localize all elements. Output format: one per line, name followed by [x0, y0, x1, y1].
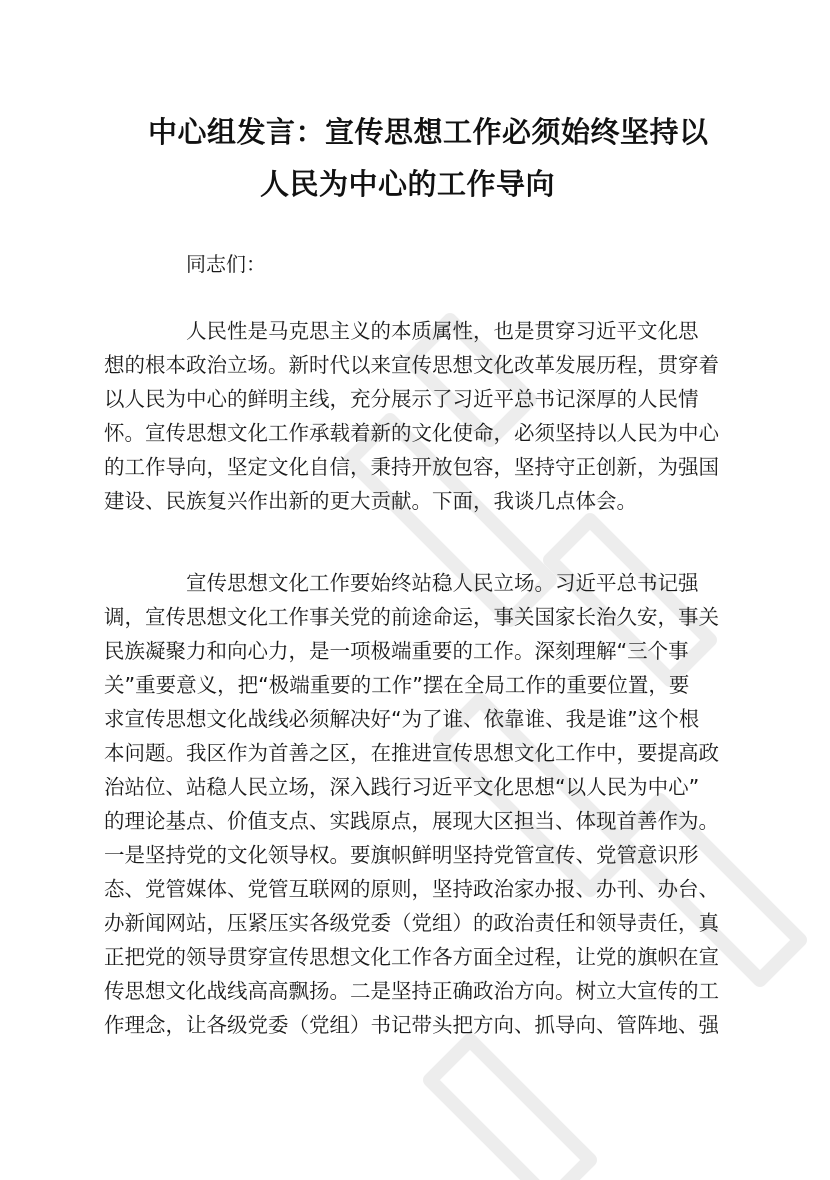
paragraph-line: 调，宣传思想文化工作事关党的前途命运，事关国家长治久安，事关 [104, 605, 719, 629]
paragraph-line: 想的根本政治立场。新时代以来宣传思想文化改革发展历程，贯穿着 [104, 353, 719, 377]
paragraph-line: 正把党的领导贯穿宣传思想文化工作各方面全过程，让党的旗帜在宣 [104, 945, 719, 969]
page-title-line-1: 中心组发言：宣传思想工作必须始终坚持以 [148, 115, 709, 149]
paragraph-line: 民族凝聚力和向心力，是一项极端重要的工作。深刻理解“三个事 [104, 639, 689, 663]
paragraph-line: 宣传思想文化工作要始终站稳人民立场。习近平总书记强 [186, 571, 699, 595]
paragraph-2 [104, 566, 744, 1042]
paragraph-line: 一是坚持党的文化领导权。要旗帜鲜明坚持党管宣传、党管意识形 [104, 843, 699, 867]
paragraph-line: 以人民为中心的鲜明主线，充分展示了习近平总书记深厚的人民情 [104, 387, 699, 411]
paragraph-line: 求宣传思想文化战线必须解决好“为了谁、依靠谁、我是谁”这个根 [104, 707, 700, 731]
paragraph-line: 的理论基点、价值支点、实践原点，展现大区担当、体现首善作为。 [104, 809, 719, 833]
paragraph-line: 人民性是马克思主义的本质属性，也是贯穿习近平文化思 [186, 319, 699, 343]
paragraph-line: 传思想文化战线高高飘扬。二是坚持正确政治方向。树立大宣传的工 [104, 979, 719, 1003]
paragraph-line: 本问题。我区作为首善之区，在推进宣传思想文化工作中，要提高政 [104, 741, 719, 765]
paragraph-line: 建设、民族复兴作出新的更大贡献。下面，我谈几点体会。 [104, 489, 637, 513]
paragraph-line: 治站位、站稳人民立场，深入践行习近平文化思想“以人民为中心” [104, 775, 700, 799]
paragraph-line: 作理念，让各级党委（党组）书记带头把方向、抓导向、管阵地、强 [104, 1013, 719, 1037]
page-title-line-2: 人民为中心的工作导向 [260, 167, 556, 201]
paragraph-line: 怀。宣传思想文化工作承载着新的文化使命，必须坚持以人民为中心 [104, 421, 719, 445]
paragraph-line: 办新闻网站，压紧压实各级党委（党组）的政治责任和领导责任，真 [104, 911, 719, 935]
paragraph-line: 关”重要意义，把“极端重要的工作”摆在全局工作的重要位置，要 [104, 673, 690, 697]
paragraph-1 [104, 314, 744, 518]
paragraph-line: 的工作导向，坚定文化自信，秉持开放包容，坚持守正创新，为强国 [104, 455, 719, 479]
paragraph-line: 态、党管媒体、党管互联网的原则，坚持政治家办报、办刊、办台、 [104, 877, 719, 901]
greeting: 同志们： [186, 252, 266, 276]
